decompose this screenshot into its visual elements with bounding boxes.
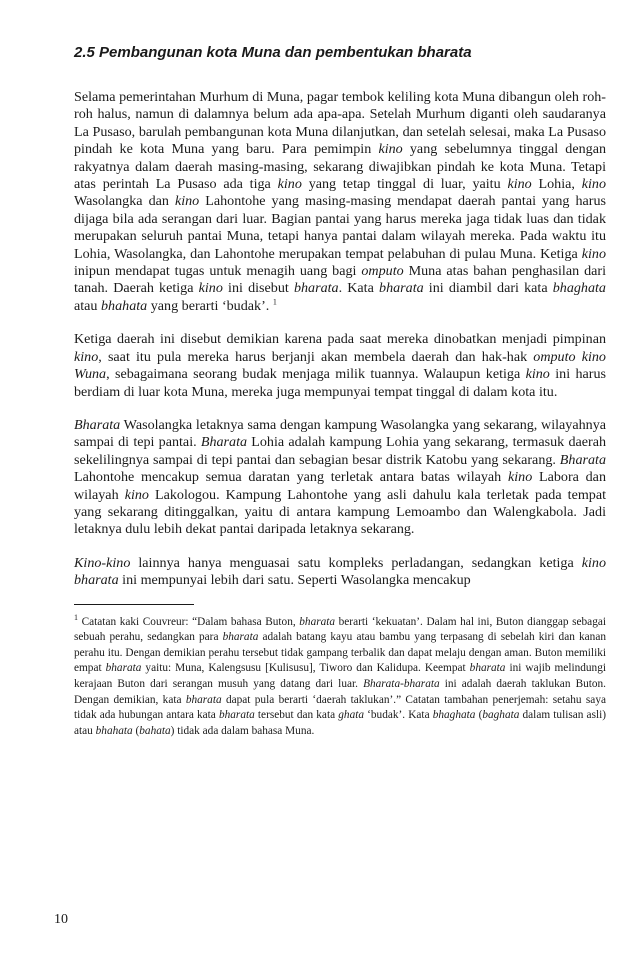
footnote-text: Catatan kaki Couvreur: “Dalam bahasa Buton, bharata berarti ‘kekuatan’. Dalam hal ini, Buton dianggap sebagai sebuah perahu, sedangkan para bharata adalah batang kayu atau bambu yang terpasang di sebelah kiri dan kanan perahu itu. Dengan demikian perahu tersebut tidak gampang terbalik dan dapat melaju dengan aman. Buton memiliki empat bharata yaitu: Muna, Kalengsusu [Kulisusu], Tiworo dan Kalidupa. Keempat bharata ini wajib melindungi kerajaan Buton dari serangan musuh yang datang dari luar. Bharata-bharata ini adalah daerah taklukan Buton. Dengan demikian, kata bharata dapat pula berarti ‘daerah taklukan’.” Catatan tambahan penerjemah: setahu saya tidak ada hubungan antara kata bharata tersebut dan kata ghata ‘budak’. Kata bhaghata (baghata dalam tulisan asli) atau bhahata (bahata) tidak ada dalam bahasa Muna. (74, 615, 607, 737)
footnote-separator (74, 604, 194, 605)
footnote-number: 1 (74, 612, 78, 622)
paragraph-1 (74, 89, 606, 315)
paragraph-4: Kino-kino lainnya hanya menguasai satu kompleks perladangan, sedangkan ketiga kino bharata ini mempunyai lebih dari satu. Seperti Wasolangka mencakup (74, 554, 606, 589)
footnote (74, 612, 607, 740)
footnote-ref: 1 (272, 297, 277, 307)
paragraph-3: Bharata Wasolangka letaknya sama dengan kampung Wasolangka yang sekarang, wilayahnya sampai di tepi pantai. Bharata Lohia adalah kampung Lohia yang sekarang, termasuk daerah sekelilingnya sampai di tepi pantai dan sebagian besar distrik Katobu yang sekarang. Bharata Lahontohe mencakup semua daratan yang terletak antara batas wilayah kino Labora dan wilayah kino Lakologou. Kampung Lahontohe yang asli dahulu kala terletak pada tempat yang sekarang ditinggalkan, yaitu di antara kampung Lemoambo dan Walengkabola. Jadi letaknya dulu lebih dekat pantai daripada letaknya sekarang. (74, 416, 607, 538)
section-heading: 2.5 Pembangunan kota Muna dan pembentukan bharata (74, 44, 472, 61)
paragraph-1-text: Selama pemerintahan Murhum di Muna, pagar tembok keliling kota Muna dibangun oleh roh-roh halus, namun di dalamnya belum ada apa-apa. Setelah Murhum diganti oleh saudaranya La Pusaso, barulah pembangunan kota Muna dilanjutkan, dan setelah selesai, maka La Pusaso pindah ke kota Muna yang baru. Para pemimpin kino yang sebelumnya tinggal dengan rakyatnya dalam daerah masing-masing, sekarang diwajibkan pindah ke kota Muna. Tetapi atas perintah La Pusaso ada tiga kino yang tetap tinggal di luar, yaitu kino Lohia, kino Wasolangka dan kino Lahontohe yang masing-masing mendapat daerah pantai yang harus dijaga bila ada serangan dari luar. Bagian pantai yang harus mereka jaga tidak luas dan tidak merupakan seluruh pantai Muna, tetapi hanya pantai dalam wilayah mereka. Pada waktu itu Lohia, Wasolangka, dan Lahontohe merupakan tempat pelabuhan di pulau Muna. Ketiga kino inipun mendapat tugas untuk menagih uang bagi omputo Muna atas bahan penghasilan dari tanah. Daerah ketiga kino ini disebut bharata. Kata bharata ini diambil dari kata bhaghata atau bhahata yang berarti ‘budak’. (74, 89, 606, 314)
paragraph-2: Ketiga daerah ini disebut demikian karena pada saat mereka dinobatkan menjadi pimpinan kino, saat itu pula mereka harus berjanji akan membela daerah dan hak-hak omputo kino Wuna, sebagaimana seorang budak menjaga milik tuannya. Walaupun ketiga kino ini harus berdiam di luar kota Muna, mereka juga mempunyai tempat tinggal di dalam kota itu. (74, 331, 606, 400)
page-number: 10 (54, 912, 68, 927)
